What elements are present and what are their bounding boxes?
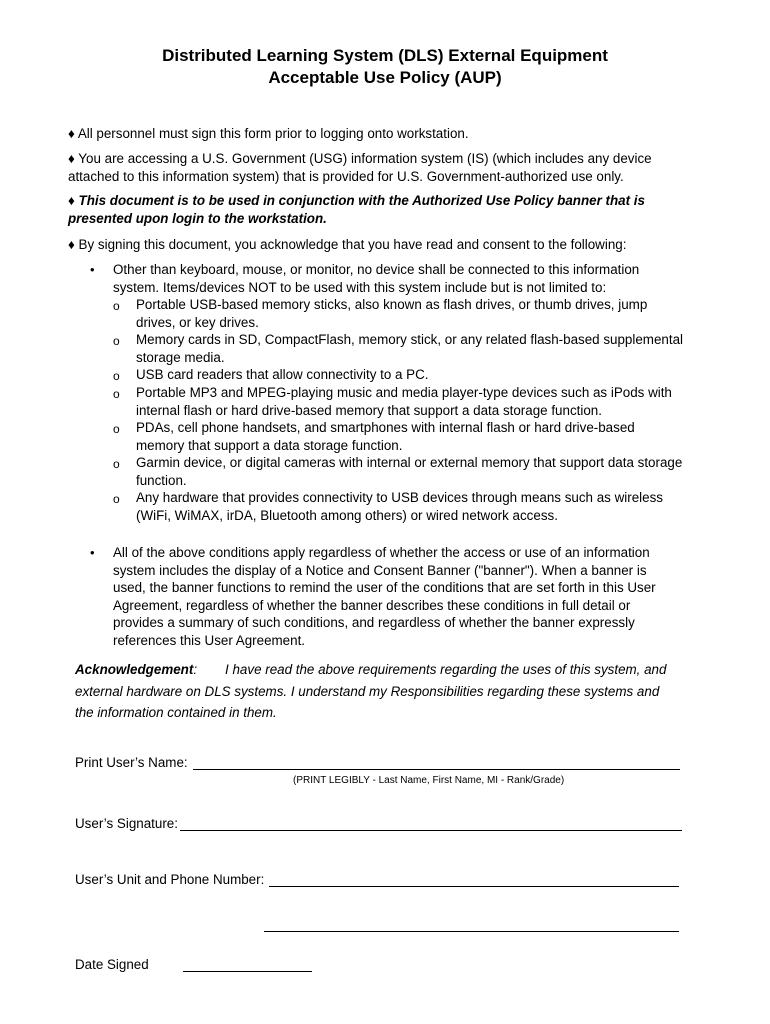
bullet-icon: • [90,545,95,560]
bullet-1-line-1: Other than keyboard, mouse, or monitor, no device shall be connected to this information [113,262,640,277]
sub-bullet-icon: o [113,369,120,383]
sub-item-line: Portable MP3 and MPEG-playing music and media player-type devices such as iPods with [136,385,672,400]
bullet-2-line: provides a summary of such conditions, and regardless of whether the banner expressly [113,615,635,631]
sub-bullet-icon: o [113,334,120,348]
bullet-icon: • [90,262,95,277]
intro-consent: ♦ By signing this document, you acknowledge that you have read and consent to the following: [68,237,627,252]
signature-field[interactable] [180,830,682,831]
unit-phone-field-line-2[interactable] [264,931,679,932]
sub-bullet-icon: o [113,387,120,401]
intro-banner-line-1: ♦ This document is to be used in conjunction with the Authorized Use Policy banner that is [68,193,645,208]
sub-item-pdas-phones [136,419,711,454]
acknowledgement-statement [75,659,695,724]
date-signed-field[interactable] [183,971,312,972]
intro-banner-line-2: presented upon login to the workstation. [68,211,327,226]
title-line-1: Distributed Learning System (DLS) External Equipment [162,46,608,65]
sub-item-line: drives, or key drives. [136,314,259,330]
unit-phone-field[interactable] [269,886,679,887]
sub-item-line: Memory cards in SD, CompactFlash, memory stick, or any related flash-based supplemental [136,332,683,347]
title-line-2: Acceptable Use Policy (AUP) [268,68,502,87]
sub-bullet-icon: o [113,457,120,471]
signature-label: User’s Signature: [75,816,178,831]
sub-item-memory-cards [136,331,711,366]
intro-banner-notice [68,192,708,228]
sub-item-line: Portable USB-based memory sticks, also known as flash drives, or thumb drives, jump [136,297,648,312]
sub-bullet-icon: o [113,492,120,506]
sub-item-line: (WiFi, WiMAX, irDA, Bluetooth among others) or wired network access. [136,507,558,523]
acknowledgement-line-1 [75,659,695,681]
sub-item-line: storage media. [136,349,225,365]
print-name-hint: (PRINT LEGIBLY - Last Name, First Name, MI - Rank/Grade) [293,775,565,786]
acknowledgement-line-3: the information contained in them. [75,705,277,720]
sub-item-usb-connectivity [136,489,711,524]
sub-item-garmin-cameras [136,454,711,489]
bullet-2-line: used, the banner functions to remind the user of the conditions that are set forth in this User [113,580,656,596]
acknowledgement-line-2: external hardware on DLS systems. I understand my Responsibilities regarding these systems and [75,683,660,699]
sub-item-line: Garmin device, or digital cameras with internal or external memory that support data storage [136,455,683,470]
bullet-2-line: Agreement, regardless of whether the banner describes these conditions in full detail or [113,597,631,613]
acknowledgement-text: I have read the above requirements regarding the uses of this system, and [225,662,667,677]
bullet-2-line: All of the above conditions apply regardless of whether the access or use of an information [113,545,650,560]
intro-usg-line-2: attached to this information system) that is provided for U.S. Government-authorized use only. [68,169,624,184]
date-signed-label: Date Signed [75,957,149,972]
print-name-label: Print User’s Name: [75,755,188,770]
sub-item-line: USB card readers that allow connectivity to a PC. [136,367,429,382]
print-name-field[interactable] [193,769,680,770]
acknowledgement-label: Acknowledgement [75,662,194,677]
document-title [0,45,770,89]
sub-item-line: function. [136,472,187,488]
bullet-2-line: system includes the display of a Notice and Consent Banner ("banner"). When a banner is [113,562,647,578]
sub-item-line: Any hardware that provides connectivity to USB devices through means such as wireless [136,490,663,505]
sub-item-line: memory that support a data storage function. [136,437,403,453]
sub-bullet-icon: o [113,422,120,436]
sub-item-mp3-players [136,384,711,419]
bullet-1-line-2: system. Items/devices NOT to be used with this system include but is not limited to: [113,279,607,295]
unit-phone-label: User’s Unit and Phone Number: [75,872,265,887]
intro-usg-notice [68,150,708,186]
sub-bullet-icon: o [113,299,120,313]
acknowledgement-colon: : [193,662,198,677]
sub-item-line: internal flash or hard drive-based memory that support a data storage function. [136,402,602,418]
sub-item-line: PDAs, cell phone handsets, and smartphones with internal flash or hard drive-based [136,420,635,435]
bullet-banner-conditions [113,544,713,650]
bullet-2-line: references this User Agreement. [113,632,306,648]
intro-usg-line-1: ♦ You are accessing a U.S. Government (USG) information system (IS) (which includes any device [68,151,652,166]
intro-sign-requirement: ♦ All personnel must sign this form prior to logging onto workstation. [68,126,469,141]
sub-item-card-readers [136,366,711,384]
bullet-devices-prohibited [113,261,713,296]
sub-item-usb-sticks [136,296,711,331]
